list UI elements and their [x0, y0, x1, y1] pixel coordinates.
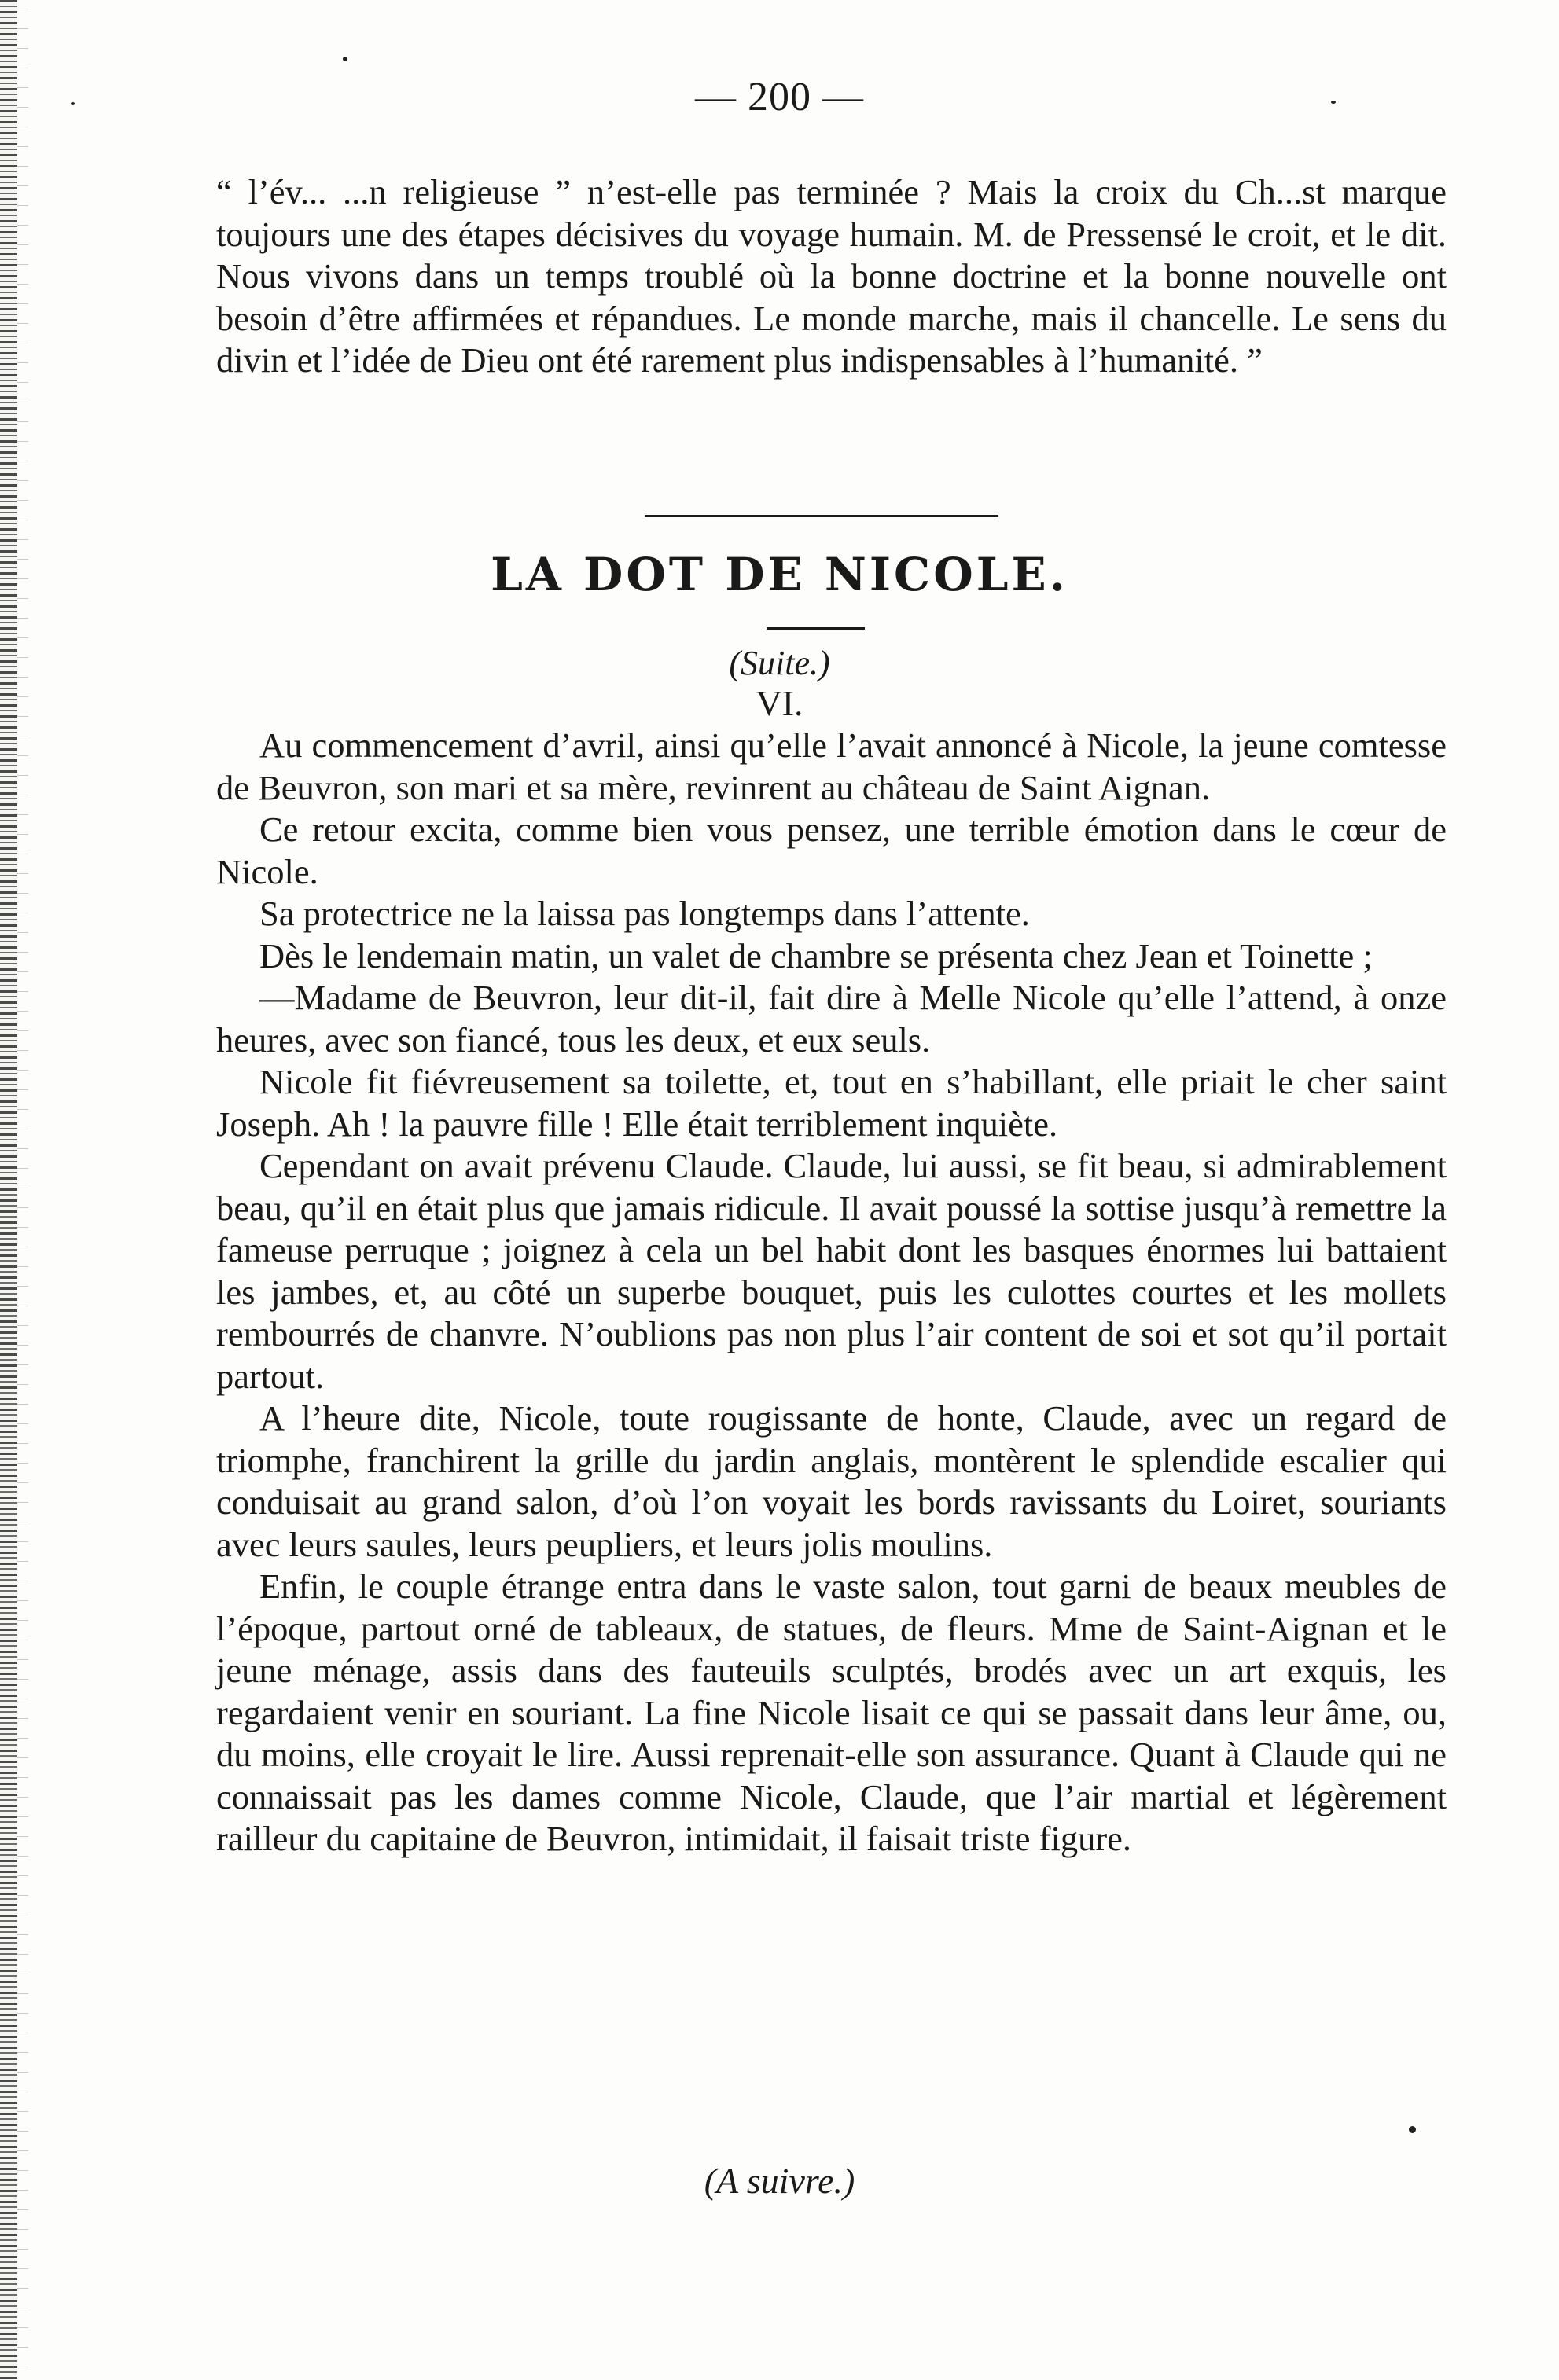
binding-edge	[0, 0, 17, 2380]
print-speck	[1409, 2126, 1416, 2133]
suite-label: (Suite.)	[729, 644, 830, 682]
quote-paragraph-block	[216, 171, 1447, 382]
quote-paragraph: “ l’év... ...n religieuse ” n’est-elle pas terminée ? Mais la croix du Ch...st marque toujours une des étapes décisives du voyage humain. M. de Pressensé le croit, et le dit. Nous vivons dans un temps troublé où la bonne doctrine et la bonne nouvelle ont besoin d’être affirmées et répandues. Le monde marche, mais il chancelle. Le sens du divin et l’idée de Dieu ont été rarement plus indispensables à l’humanité. ”	[216, 172, 1447, 380]
story-paragraph: Au commencement d’avril, ainsi qu’elle l’avait annoncé à Nicole, la jeune comtesse de Beuvron, son mari et sa mère, revinrent au château de Saint Aignan.	[216, 725, 1447, 807]
story-paragraph: —Madame de Beuvron, leur dit-il, fait dire à Melle Nicole qu’elle l’attend, à onze heures, avec son fiancé, tous les deux, et eux seuls.	[216, 978, 1447, 1060]
story-text-block	[216, 725, 1447, 1860]
story-paragraph: Nicole fit fiévreusement sa toilette, et, tout en s’habillant, elle priait le cher saint Joseph. Ah ! la pauvre fille ! Elle était terriblement inquiète.	[216, 1062, 1447, 1144]
print-speck	[71, 102, 75, 105]
story-paragraph: Ce retour excita, comme bien vous pensez, une terrible émotion dans le cœur de Nicole.	[216, 810, 1447, 891]
story-paragraph: Dès le lendemain matin, un valet de chambre se présenta chez Jean et Toinette ;	[259, 935, 1373, 975]
chapter-title: LA DOT DE NICOLE.	[491, 548, 1068, 601]
continuation-note: (A suivre.)	[704, 2161, 855, 2201]
section-number: VI.	[756, 683, 803, 723]
title-underline-rule	[767, 627, 865, 630]
page-number: — 200 —	[695, 75, 864, 119]
print-speck	[343, 57, 347, 61]
section-divider-rule	[645, 515, 998, 517]
story-paragraph: A l’heure dite, Nicole, toute rougissante de honte, Claude, avec un regard de triomphe, franchirent la grille du jardin anglais, montèrent le splendide escalier qui conduisait au grand salon, d’où l’on voyait les bords ravissants du Loiret, souriants avec leurs saules, leurs peupliers, et leurs jolis moulins.	[216, 1398, 1447, 1564]
story-paragraph: Cependant on avait prévenu Claude. Claude, lui aussi, se fit beau, si admirablement beau, qu’il en était plus que jamais ridicule. Il avait poussé la sottise jusqu’à remettre la fameuse perruque ; joignez à cela un bel habit dont les basques énormes lui battaient les jambes, et, au côté un superbe bouquet, puis les culottes courtes et les mollets rembourrés de chanvre. N’oublions pas non plus l’air content de soi et sot qu’il portait partout.	[216, 1146, 1447, 1396]
story-paragraph: Enfin, le couple étrange entra dans le vaste salon, tout garni de beaux meubles de l’époque, partout orné de tableaux, de statues, de fleurs. Mme de Saint-Aignan et le jeune ménage, assis dans des fauteuils sculptés, brodés avec un art exquis, les regardaient venir en souriant. La fine Nicole lisait ce qui se passait dans leur âme, ou, du moins, elle croyait le lire. Aussi reprenait-elle son assurance. Quant à Claude qui ne connaissait pas les dames comme Nicole, Claude, que l’air martial et légèrement railleur du capitaine de Beuvron, intimidait, il faisait triste figure.	[216, 1566, 1447, 1858]
story-paragraph: Sa protectrice ne la laissa pas longtemps dans l’attente.	[259, 894, 1030, 933]
print-speck	[1331, 101, 1336, 104]
